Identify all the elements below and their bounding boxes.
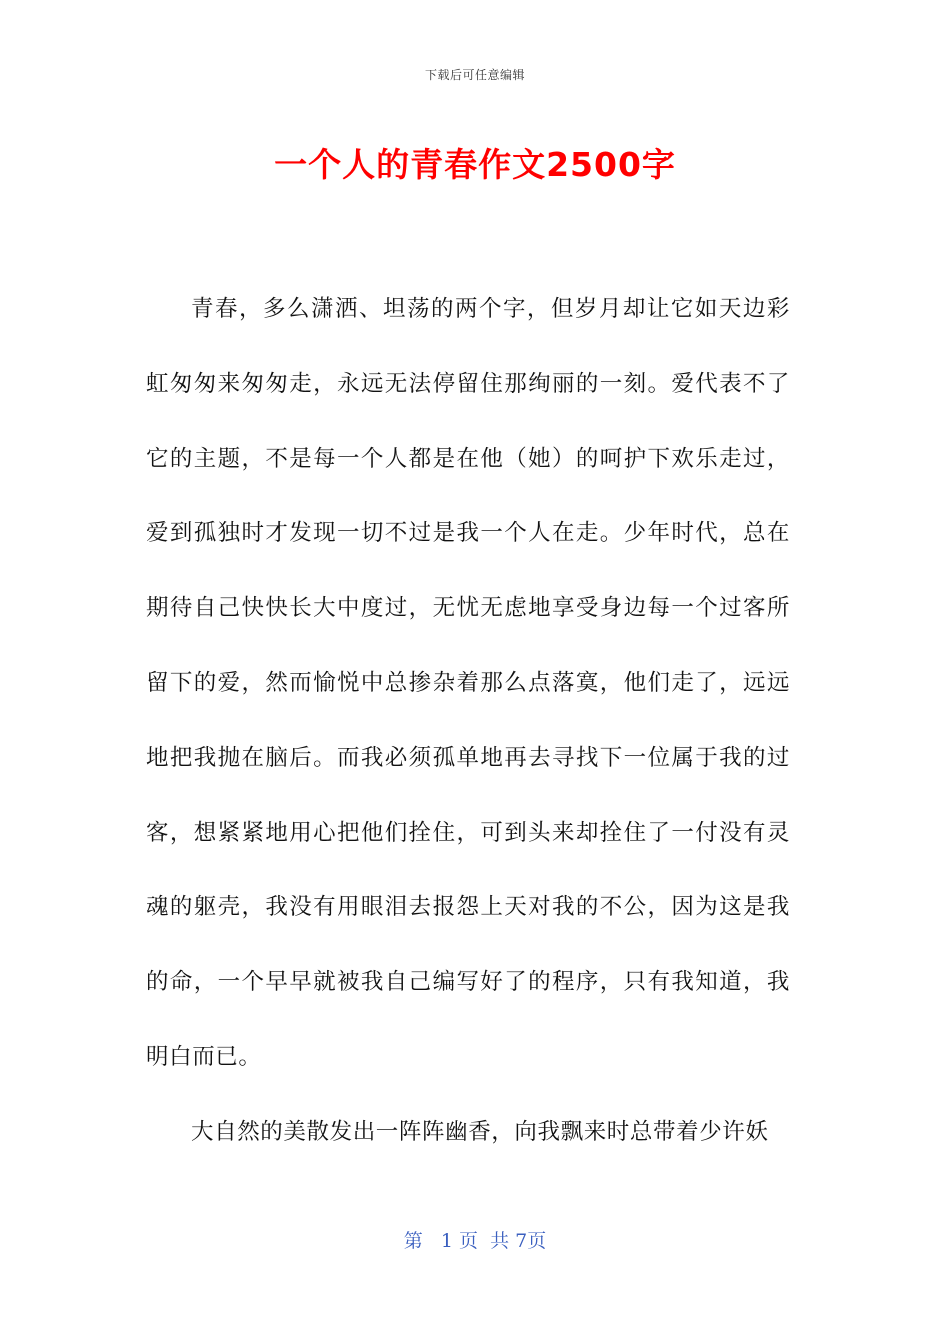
header-note: 下载后可任意编辑 bbox=[424, 68, 525, 82]
document-title: 一个人的青春作文2500字 bbox=[274, 145, 676, 184]
document-body bbox=[146, 272, 790, 1170]
paragraph-2: 大自然的美散发出一阵阵幽香，向我飘来时总带着少许妖 bbox=[191, 1118, 769, 1145]
page-number: 第 1 页 共 7页 bbox=[403, 1230, 547, 1252]
paragraph-1: 青春，多么潇洒、坦荡的两个字，但岁月却让它如天边彩虹匆匆来匆匆走，永远无法停留住那绚丽的一刻。爱代表不了它的主题，不是每一个人都是在他（她）的呵护下欢乐走过，爱到孤独时才发现一切不过是我一个人在走。少年时代，总在期待自己快快长大中度过，无忧无虑地享受身边每一个过客所留下的爱，然而愉悦中总掺杂着那么点落寞，他们走了，远远地把我抛在脑后。而我必须孤单地再去寻找下一位属于我的过客，想紧紧地用心把他们拴住，可到头来却拴住了一付没有灵魂的躯壳，我没有用眼泪去报怨上天对我的不公，因为这是我的命，一个早早就被我自己编写好了的程序，只有我知道，我明白而已。 bbox=[146, 296, 790, 1070]
